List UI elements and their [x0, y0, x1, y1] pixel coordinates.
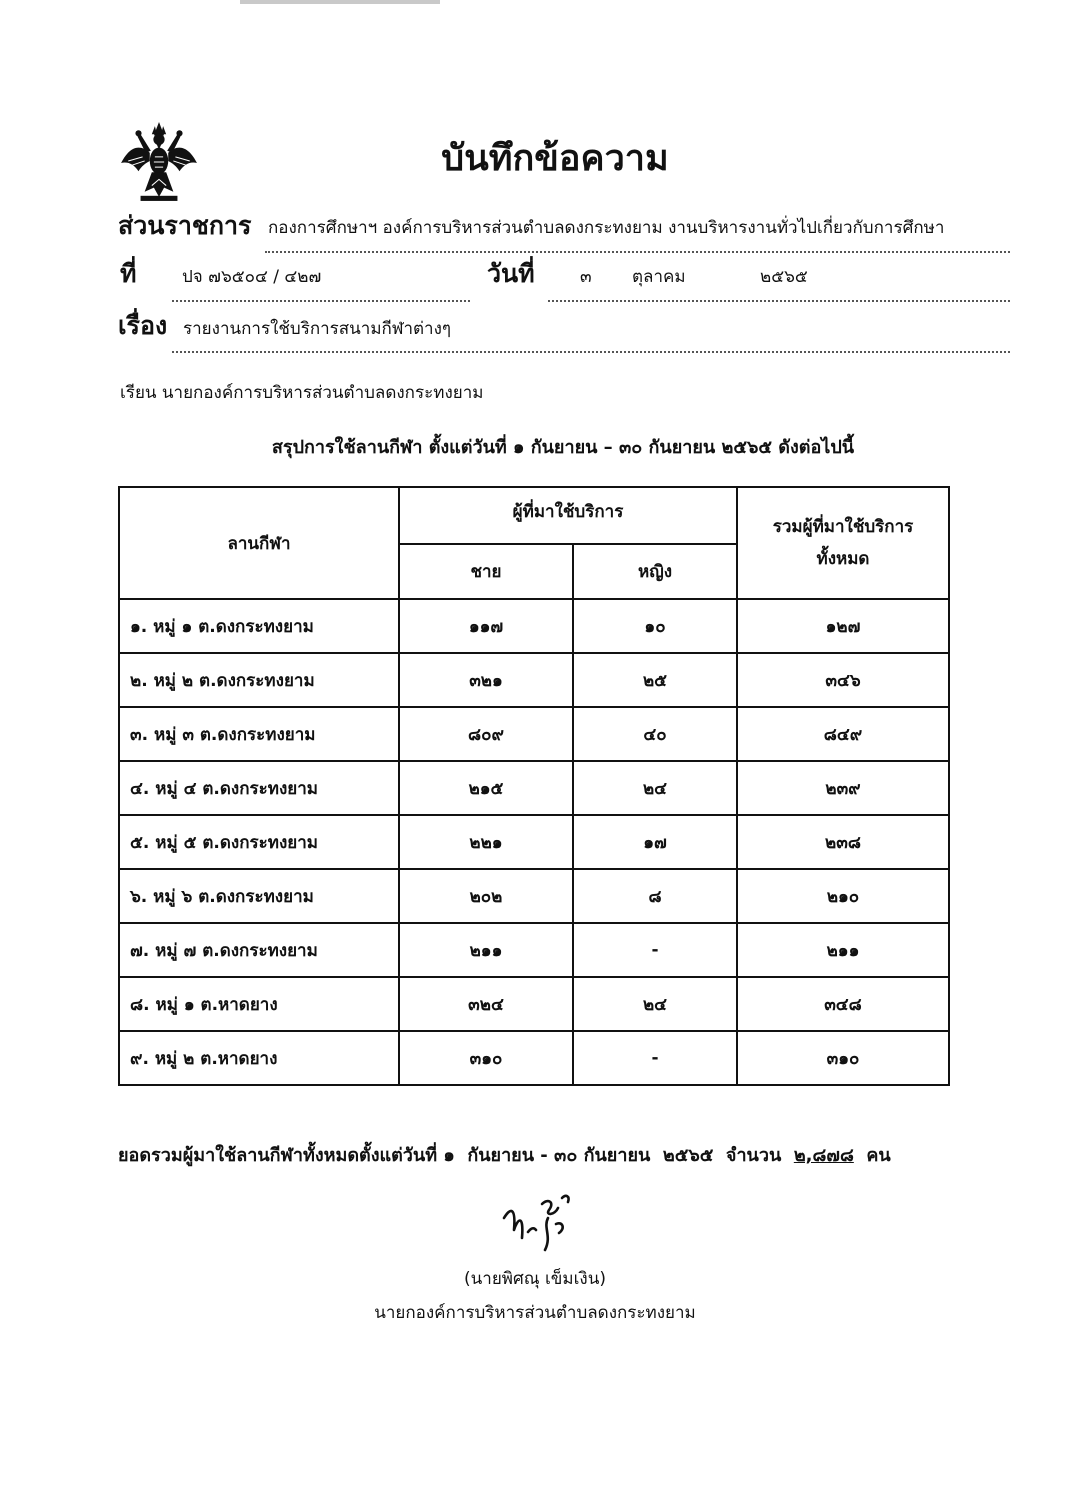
subject-value: รายงานการใช้บริการสนามกีฬาต่างๆ: [183, 319, 452, 339]
cell-male: ๒๑๑: [399, 923, 573, 977]
cell-male: ๓๒๔: [399, 977, 573, 1031]
cell-venue: ๗. หมู่ ๗ ต.ดงกระทงยาม: [119, 923, 399, 977]
cell-total: ๑๒๗: [737, 599, 949, 653]
cell-total: ๒๓๘: [737, 815, 949, 869]
usage-table: [118, 486, 950, 1086]
header-total-line2: ทั้งหมด: [816, 549, 870, 569]
cell-male: ๓๑๐: [399, 1031, 573, 1085]
cell-venue: ๘. หมู่ ๑ ต.หาดยาง: [119, 977, 399, 1031]
handwritten-signature: [498, 1188, 590, 1258]
table-row: [119, 815, 949, 869]
cell-total: ๒๑๑: [737, 923, 949, 977]
header-male: ชาย: [399, 544, 573, 599]
header-total: [737, 487, 949, 599]
cell-female: ๑๗: [573, 815, 737, 869]
header-female: หญิง: [573, 544, 737, 599]
cell-total: ๘๔๙: [737, 707, 949, 761]
dotted-line: [172, 300, 470, 302]
cell-total: ๓๔๘: [737, 977, 949, 1031]
document-title: บันทึกข้อความ: [441, 138, 669, 179]
cell-total: ๒๑๐: [737, 869, 949, 923]
signatory-name: (นายพิศณุ เข็มเงิน): [464, 1269, 606, 1289]
table-row: [119, 599, 949, 653]
cell-venue: ๙. หมู่ ๒ ต.หาดยาง: [119, 1031, 399, 1085]
scan-artifact: [240, 0, 440, 4]
cell-female: -: [573, 923, 737, 977]
cell-male: ๑๑๗: [399, 599, 573, 653]
table-row: [119, 653, 949, 707]
summary-heading: สรุปการใช้ลานกีฬา ตั้งแต่วันที่ ๑ กันยายน – ๓๐ กันยายน ๒๕๖๕ ดังต่อไปนี้: [271, 437, 855, 458]
cell-female: ๘: [573, 869, 737, 923]
dotted-line: [265, 251, 1010, 253]
cell-female: ๔๐: [573, 707, 737, 761]
cell-female: ๑๐: [573, 599, 737, 653]
date-label: วันที่: [487, 259, 535, 288]
cell-male: ๒๑๕: [399, 761, 573, 815]
table-row: [119, 869, 949, 923]
cell-male: ๘๐๙: [399, 707, 573, 761]
total-summary: [118, 1144, 891, 1167]
total-amount: ๒,๘๗๘: [793, 1145, 854, 1166]
table-row: [119, 1031, 949, 1085]
header-venue: ลานกีฬา: [119, 487, 399, 599]
dotted-line: [172, 351, 1010, 353]
header-total-line1: รวมผู้ที่มาใช้บริการ: [772, 516, 914, 537]
department-value: กองการศึกษาฯ องค์การบริหารส่วนตำบลดงกระทงยาม งานบริหารงานทั่วไปเกี่ยวกับการศึกษา: [268, 218, 945, 238]
table-row: [119, 977, 949, 1031]
department-label: ส่วนราชการ: [118, 211, 252, 240]
date-month: ตุลาคม: [632, 267, 686, 287]
table-body: [119, 599, 949, 1085]
date-year: ๒๕๖๕: [760, 267, 808, 287]
dotted-line: [548, 300, 1010, 302]
salutation: เรียน นายกองค์การบริหารส่วนตำบลดงกระทงยาม: [120, 383, 484, 403]
cell-female: -: [573, 1031, 737, 1085]
cell-venue: ๖. หมู่ ๖ ต.ดงกระทงยาม: [119, 869, 399, 923]
table-row: [119, 707, 949, 761]
cell-male: ๒๒๑: [399, 815, 573, 869]
cell-venue: ๔. หมู่ ๔ ต.ดงกระทงยาม: [119, 761, 399, 815]
table-header-row: [119, 487, 949, 544]
total-unit: คน: [853, 1145, 891, 1166]
cell-venue: ๓. หมู่ ๓ ต.ดงกระทงยาม: [119, 707, 399, 761]
subject-label: เรื่อง: [118, 311, 168, 340]
signatory-position: นายกองค์การบริหารส่วนตำบลดงกระทงยาม: [374, 1303, 696, 1323]
cell-total: ๒๓๙: [737, 761, 949, 815]
garuda-emblem-icon: [118, 122, 200, 204]
cell-female: ๒๔: [573, 977, 737, 1031]
cell-venue: ๕. หมู่ ๕ ต.ดงกระทงยาม: [119, 815, 399, 869]
cell-total: ๓๔๖: [737, 653, 949, 707]
table-row: [119, 761, 949, 815]
cell-venue: ๒. หมู่ ๒ ต.ดงกระทงยาม: [119, 653, 399, 707]
cell-male: ๒๐๒: [399, 869, 573, 923]
cell-female: ๒๕: [573, 653, 737, 707]
cell-venue: ๑. หมู่ ๑ ต.ดงกระทงยาม: [119, 599, 399, 653]
ref-label: ที่: [120, 259, 137, 288]
header-users: ผู้ที่มาใช้บริการ: [399, 487, 737, 544]
date-day: ๓: [580, 267, 592, 287]
cell-total: ๓๑๐: [737, 1031, 949, 1085]
cell-male: ๓๒๑: [399, 653, 573, 707]
total-prefix: ยอดรวมผู้มาใช้ลานกีฬาทั้งหมดตั้งแต่วันที่ ๑ กันยายน - ๓๐ กันยายน ๒๕๖๕ จำนวน: [118, 1145, 794, 1166]
cell-female: ๒๔: [573, 761, 737, 815]
table-row: [119, 923, 949, 977]
ref-value: ปจ ๗๖๕๐๔ / ๔๒๗: [182, 267, 322, 287]
